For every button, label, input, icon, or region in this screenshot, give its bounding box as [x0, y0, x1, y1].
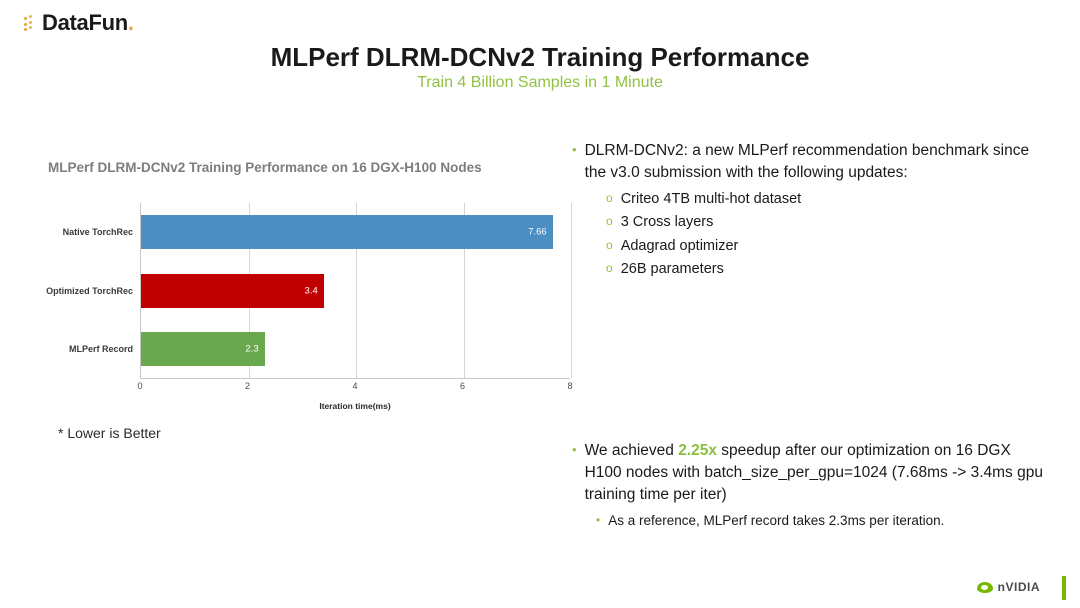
- list-item: [606, 258, 1052, 281]
- bullet-speedup-text: [585, 440, 1052, 506]
- list-item: [606, 211, 1052, 234]
- bullet-marker-icon: •: [572, 142, 577, 157]
- bullet-benchmark-line2: the v3.0 submission with the following updates:: [584, 164, 908, 181]
- bullet-benchmark-text: [585, 140, 1030, 184]
- bullet-reference-text: As a reference, MLPerf record takes 2.3ms per iteration.: [608, 512, 945, 528]
- bullet-benchmark: [572, 140, 1052, 184]
- list-item: [606, 188, 1052, 211]
- logo-text: DataFun.: [42, 10, 134, 35]
- datafun-logo: [24, 10, 134, 36]
- chart-x-tick: 8: [567, 381, 573, 391]
- chart-category-label: MLPerf Record: [68, 343, 133, 354]
- dots-icon: [24, 15, 38, 31]
- circle-marker-icon: o: [606, 237, 613, 252]
- bullet-speedup: [572, 440, 1052, 506]
- bullet-marker-icon: •: [572, 441, 577, 457]
- accent-bar: [1062, 576, 1066, 600]
- list-item-label: 3 Cross layers: [620, 214, 714, 231]
- nvidia-eye-icon: [977, 582, 993, 593]
- circle-marker-icon: o: [606, 191, 613, 205]
- list-item-label: Adagrad optimizer: [620, 237, 739, 254]
- chart-bar-row: [68, 332, 265, 366]
- chart-bar: [141, 215, 553, 249]
- chart-x-axis: [140, 378, 570, 379]
- chart-bar-row: [46, 274, 324, 308]
- chart-x-tick: 2: [244, 381, 251, 391]
- list-item-label: Criteo 4TB multi-hot dataset: [620, 191, 802, 207]
- circle-marker-icon: o: [606, 214, 613, 229]
- chart-bar-row: [62, 215, 553, 249]
- chart-footnote: * Lower is Better: [58, 425, 161, 441]
- chart-category-label: Native TorchRec: [62, 227, 133, 238]
- chart-plot-wrap: [30, 203, 573, 411]
- nvidia-logo-text: nVIDIA: [997, 580, 1040, 594]
- bar-chart: [30, 160, 573, 460]
- bullet-benchmark-line1: DLRM-DCNv2: a new MLPerf recommendation benchmark since: [584, 142, 1030, 159]
- bullet-reference: [596, 512, 1052, 531]
- chart-bar: [141, 274, 324, 308]
- chart-x-tick: 6: [459, 381, 466, 391]
- circle-marker-icon: o: [606, 261, 613, 276]
- bullet-reference-block: [596, 512, 1052, 531]
- bullet-speedup-block: [572, 440, 1052, 531]
- chart-category-label: Optimized TorchRec: [46, 285, 133, 296]
- chart-bar-value: 2.3: [245, 343, 259, 355]
- chart-bar-value: 7.66: [528, 226, 547, 238]
- page-subtitle: Train 4 Billion Samples in 1 Minute: [417, 74, 663, 91]
- chart-plot-area: [46, 203, 570, 378]
- chart-bar: [141, 332, 265, 366]
- benchmark-updates-list: [606, 188, 1052, 282]
- speedup-pre: We achieved: [584, 441, 679, 459]
- list-item-label: 26B parameters: [620, 261, 724, 278]
- bullet-marker-icon: •: [596, 512, 601, 527]
- nvidia-logo: [977, 580, 1040, 594]
- page-title: MLPerf DLRM-DCNv2 Training Performance: [270, 42, 810, 72]
- logo-dot: .: [127, 10, 134, 35]
- chart-bar-value: 3.4: [304, 285, 318, 296]
- chart-title: MLPerf DLRM-DCNv2 Training Performance on 16 DGX-H100 Nodes: [48, 160, 482, 175]
- chart-x-tick: 4: [352, 381, 358, 391]
- chart-x-tick: 0: [137, 381, 143, 391]
- list-item: [606, 235, 1052, 258]
- chart-x-axis-title: Iteration time(ms): [319, 401, 391, 411]
- speedup-highlight: 2.25x: [678, 441, 717, 459]
- content-column: [572, 140, 1052, 531]
- speedup-post: speedup after our optimization on 16 DGX H100 nodes with batch_size_per_gpu=1024 (7.68ms -> 3.4ms gpu training time per iter): [584, 441, 1043, 503]
